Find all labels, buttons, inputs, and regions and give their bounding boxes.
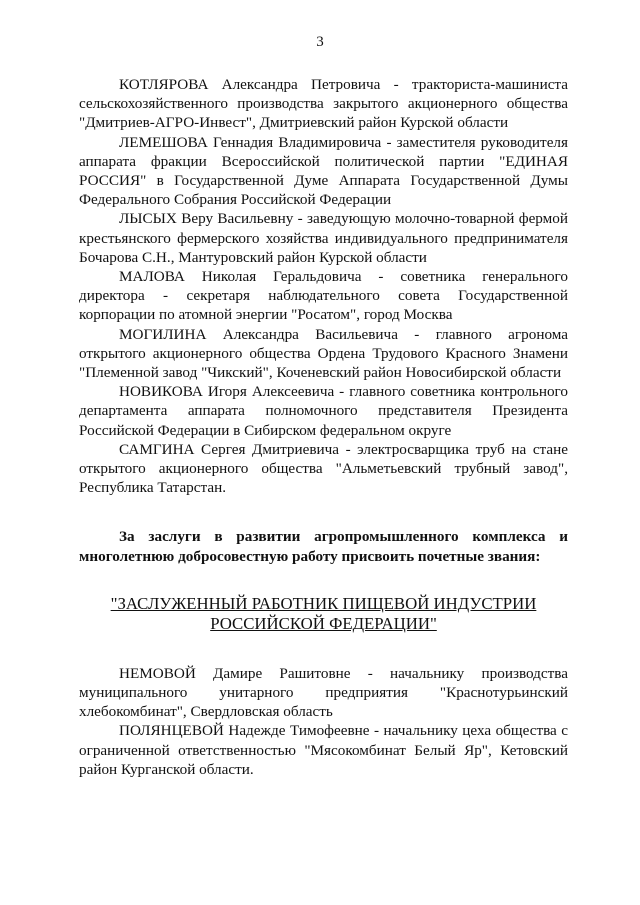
recipient-entry	[79, 75, 568, 133]
recipient-position: - заместителя руководителя аппарата фракции Всероссийской политической партии "ЕДИНАЯ РОССИЯ" в Государственной Думе Аппарата Государственной Думы Федерального Собрания Российской Федерации	[79, 133, 568, 209]
decree-statement: За заслуги в развитии агропромышленного комплекса и многолетнюю добросовестную работу присвоить почетные звания:	[79, 528, 568, 565]
recipient-position: - тракториста-машиниста сельскохозяйственного производства закрытого акционерного общества "Дмитриев-АГРО-Инвест", Дмитриевский район Курской области	[79, 76, 568, 132]
recipients-list-1	[79, 75, 568, 497]
recipient-name: ЛЫСЫХ Веру Васильевну	[119, 210, 294, 228]
recipient-entry	[79, 133, 568, 210]
recipient-name: ЛЕМЕШОВА Геннадия Владимировича	[119, 133, 382, 151]
recipient-position: - электросварщика труб на стане открытого акционерного общества "Альметьевский трубный завод", Республика Татарстан.	[79, 440, 568, 497]
recipient-entry	[79, 267, 568, 325]
recipient-name: НЕМОВОЙ Дамире Рашитовне	[119, 664, 351, 682]
recipient-position: - начальнику цеха общества с ограниченной ответственностью "Мясокомбинат Белый Яр", Кетовский район Курганской области.	[79, 722, 569, 778]
recipient-name: НОВИКОВА Игоря Алексеевича	[119, 383, 335, 401]
recipient-position: - главного агронома открытого акционерного общества Ордена Трудового Красного Знамени "Племенной завод "Чикский", Коченевский район Новосибирской области	[79, 325, 568, 382]
recipient-entry	[79, 440, 568, 498]
recipient-entry	[79, 382, 568, 440]
recipient-entry	[79, 325, 568, 383]
recipient-entry	[79, 721, 568, 779]
recipient-entry	[79, 664, 568, 722]
recipient-name: МОГИЛИНА Александра Васильевича	[119, 325, 398, 343]
recipient-position: - начальнику производства муниципального унитарного предприятия "Краснотурьинский хлебокомбинат", Свердловская область	[79, 664, 568, 721]
recipients-list-2	[79, 664, 568, 779]
award-title: "ЗАСЛУЖЕННЫЙ РАБОТНИК ПИЩЕВОЙ ИНДУСТРИИ РОССИЙСКОЙ ФЕДЕРАЦИИ"	[110, 593, 537, 633]
recipient-name: МАЛОВА Николая Геральдовича	[119, 268, 362, 286]
document-body	[79, 75, 568, 779]
recipient-name: КОТЛЯРОВА Александра Петровича	[119, 76, 381, 93]
recipient-entry	[79, 209, 568, 267]
recipient-position: - заведующую молочно-товарной фермой крестьянского фермерского хозяйства индивидуального предпринимателя Бочарова С.Н., Мантуровский район Курской области	[79, 210, 569, 266]
recipient-name: ПОЛЯНЦЕВОЙ Надежде Тимофеевне	[119, 722, 370, 740]
page-number: 3	[316, 34, 324, 50]
recipient-position: - советника генерального директора - секретаря наблюдательного совета Государственной корпорации по атомной энергии "Росатом", город Москва	[79, 268, 569, 324]
recipient-name: САМГИНА Сергея Дмитриевича	[119, 440, 340, 458]
recipient-position: - главного советника контрольного департамента аппарата полномочного представителя Президента Российской Федерации в Сибирском федеральном округе	[79, 383, 568, 439]
